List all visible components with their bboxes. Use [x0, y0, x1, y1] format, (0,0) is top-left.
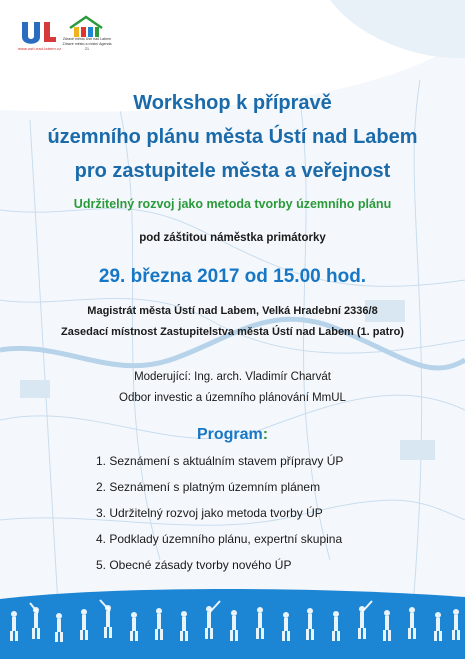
moderator-line-1: Moderující: Ing. arch. Vladimír Charvát — [134, 371, 331, 383]
program-heading: Program: — [196, 426, 269, 443]
program-item: 5. Obecné zásady tvorby nového ÚP — [96, 558, 292, 572]
healthy-city-logo-text: Zdravé město Ústí nad Labem Zdravé město a místní Agenda 21 — [62, 37, 112, 51]
venue-line-1: Magistrát města Ústí nad Labem, Velká Hradební 2336/8 — [87, 305, 378, 317]
program-item: 1. Seznámení s aktuálním stavem přípravy ÚP — [96, 454, 344, 468]
patronage-text: pod záštitou náměstka primátorky — [139, 232, 326, 244]
title-line-2: územního plánu města Ústí nad Labem — [47, 126, 418, 148]
program-item: 3. Udržitelný rozvoj jako metoda tvorby ÚP — [96, 506, 323, 520]
city-logo-icon — [20, 18, 58, 48]
subtitle: Udržitelný rozvoj jako metoda tvorby územního plánu — [73, 197, 392, 211]
city-logo-text: www.usti-nad-labem.cz — [18, 46, 62, 51]
program-list — [96, 453, 416, 583]
event-date: 29. března 2017 od 15.00 hod. — [98, 266, 367, 287]
program-item: 2. Seznámení s platným územním plánem — [96, 480, 321, 494]
venue-line-2: Zasedací místnost Zastupitelstva města Ústí nad Labem (1. patro) — [61, 326, 404, 338]
moderator-line-2: Odbor investic a územního plánování MmUL — [119, 392, 346, 404]
title-line-1: Workshop k přípravě — [133, 92, 332, 114]
footer-people-band — [0, 585, 465, 659]
title-line-3: pro zastupitele města a veřejnost — [74, 160, 391, 182]
program-item: 4. Podklady územního plánu, expertní skupina — [96, 532, 343, 546]
